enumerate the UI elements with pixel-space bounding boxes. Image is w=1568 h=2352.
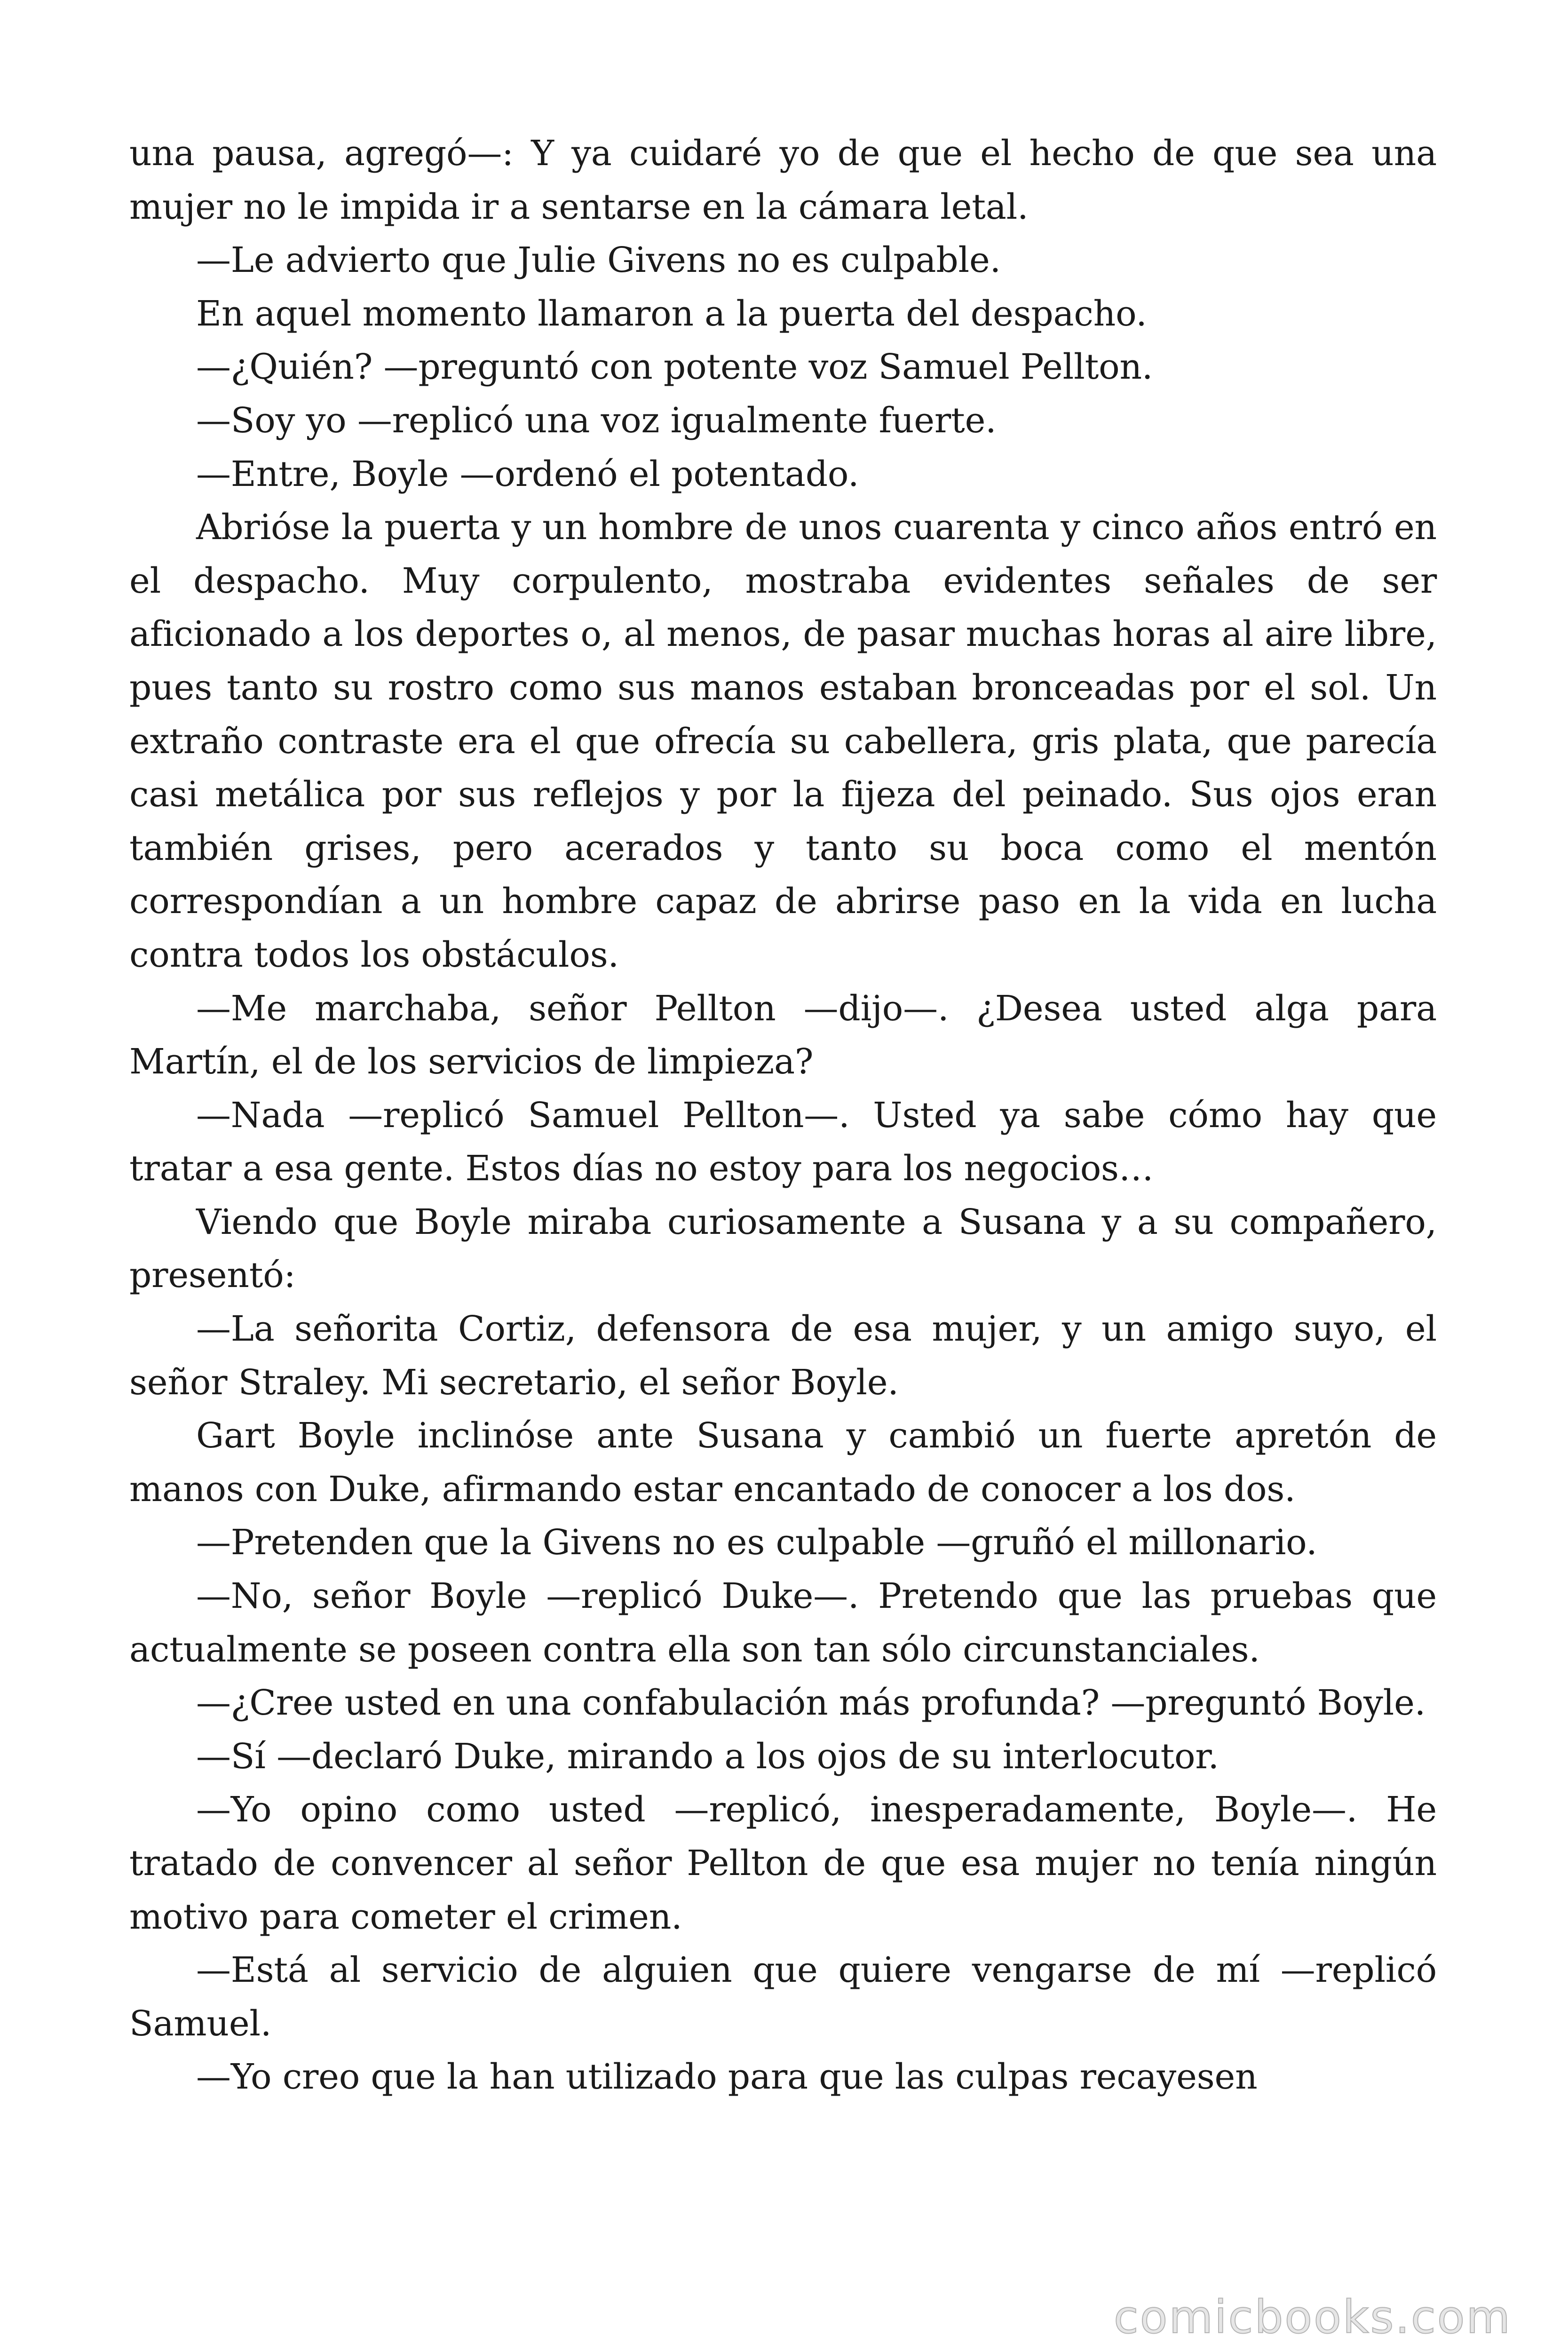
page-body <box>129 127 1437 2104</box>
paragraph-4: —¿Quién? —preguntó con potente voz Samuel Pellton. <box>196 347 1153 388</box>
paragraph-13: —Pretenden que la Givens no es culpable —gruñó el millonario. <box>196 1522 1317 1563</box>
paragraph-18: —Está al servicio de alguien que quiere vengarse de mí —replicó Samuel. <box>129 1950 1437 2044</box>
paragraph-9: —Nada —replicó Samuel Pellton—. Usted ya sabe cómo hay que tratar a esa gente. Estos días no estoy para los negocios… <box>129 1095 1437 1189</box>
watermark: comicbooks.com <box>1113 2291 1512 2344</box>
paragraph-12: Gart Boyle inclinóse ante Susana y cambió un fuerte apretón de manos con Duke, afirmando estar encantado de conocer a los dos. <box>129 1415 1437 1510</box>
paragraph-15: —¿Cree usted en una confabulación más profunda? —preguntó Boyle. <box>196 1683 1426 1724</box>
paragraph-14: —No, señor Boyle —replicó Duke—. Pretendo que las pruebas que actualmente se poseen contra ella son tan sólo circunstanciales. <box>129 1576 1437 1670</box>
paragraph-11: —La señorita Cortiz, defensora de esa mujer, y un amigo suyo, el señor Straley. Mi secretario, el señor Boyle. <box>129 1309 1437 1403</box>
paragraph-7: Abrióse la puerta y un hombre de unos cuarenta y cinco años entró en el despacho. Muy corpulento, mostraba evidentes señales de ser aficionado a los deportes o, al menos, de pasar muchas horas al aire libre, pues tanto su rostro como sus manos estaban bronceadas por el sol. Un extraño contraste era el que ofrecía su cabellera, gris plata, que parecía casi metálica por sus reflejos y por la fijeza del peinado. Sus ojos eran también grises, pero acerados y tanto su boca como el mentón correspondían a un hombre capaz de abrirse paso en la vida en lucha contra todos los obstáculos. <box>129 507 1437 975</box>
paragraph-17: —Yo opino como usted —replicó, inesperadamente, Boyle—. He tratado de convencer al señor Pellton de que esa mujer no tenía ningún motivo para cometer el crimen. <box>129 1789 1437 1937</box>
paragraph-19: —Yo creo que la han utilizado para que las culpas recayesen <box>196 2057 1258 2098</box>
paragraph-16: —Sí —declaró Duke, mirando a los ojos de su interlocutor. <box>196 1736 1219 1777</box>
paragraph-10: Viendo que Boyle miraba curiosamente a Susana y a su compañero, presentó: <box>129 1201 1437 1296</box>
paragraph-5: —Soy yo —replicó una voz igualmente fuerte. <box>196 400 997 441</box>
paragraph-2: —Le advierto que Julie Givens no es culpable. <box>196 240 1001 281</box>
paragraph-8: —Me marchaba, señor Pellton —dijo—. ¿Desea usted alga para Martín, el de los servicios de limpieza? <box>129 988 1437 1082</box>
paragraph-3: En aquel momento llamaron a la puerta del despacho. <box>196 293 1147 334</box>
paragraph-1: una pausa, agregó—: Y ya cuidaré yo de que el hecho de que sea una mujer no le impida ir a sentarse en la cámara letal. <box>129 133 1437 227</box>
paragraph-6: —Entre, Boyle —ordenó el potentado. <box>196 453 859 494</box>
